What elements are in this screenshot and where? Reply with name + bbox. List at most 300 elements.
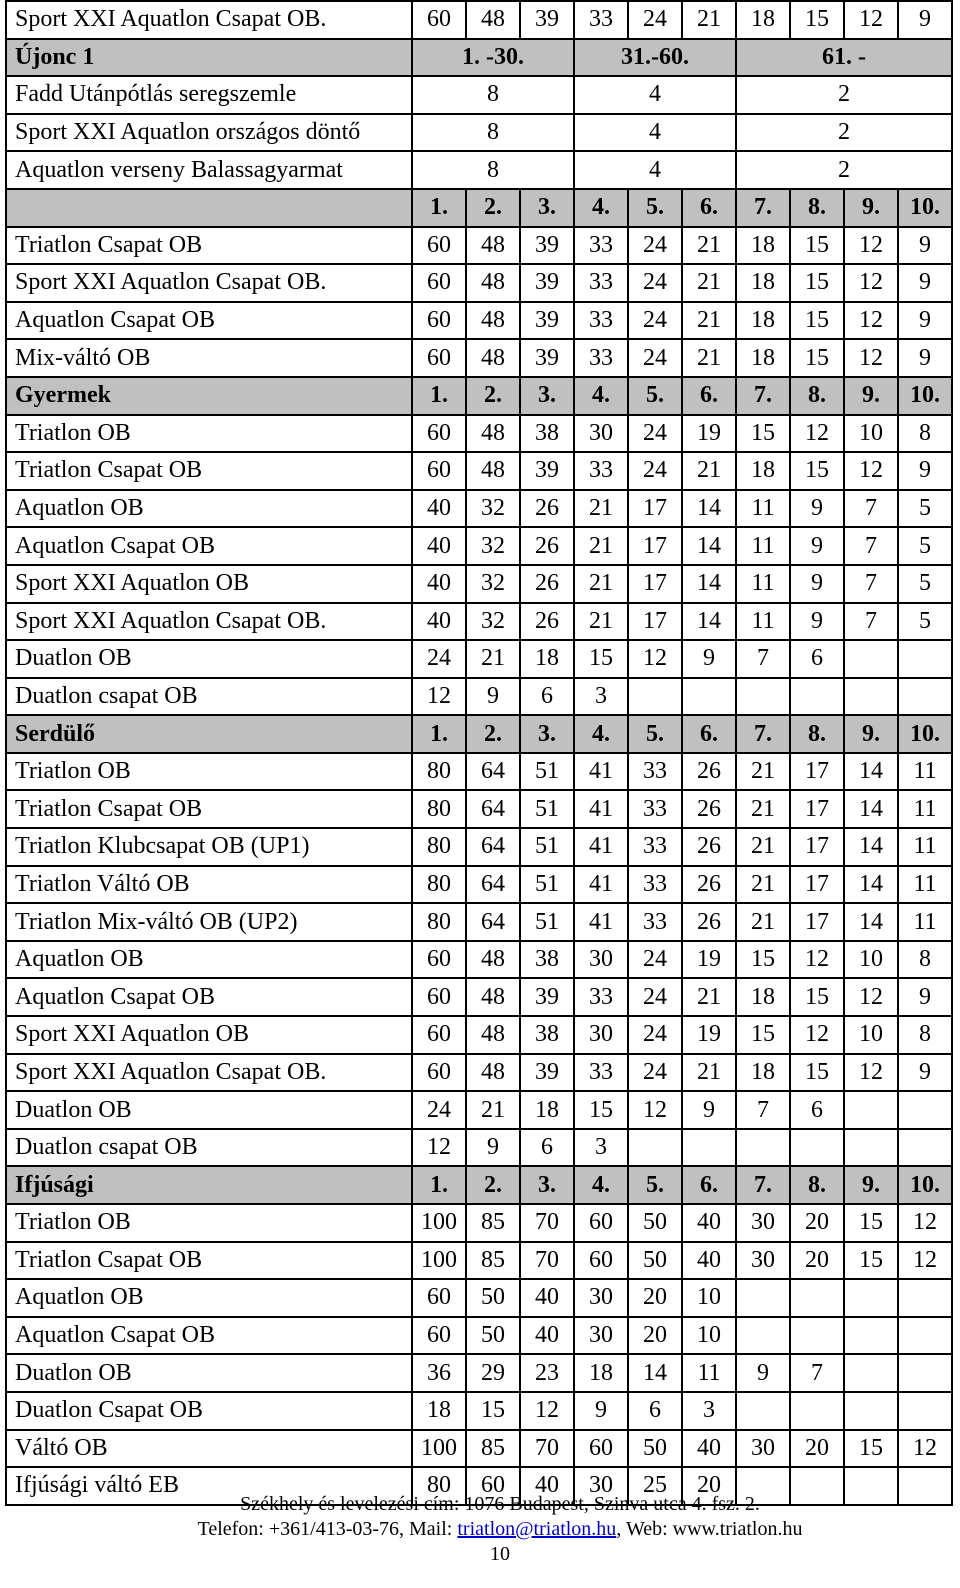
table-row [6,1054,952,1092]
points-cell [844,1354,898,1392]
points-cell: 100 [412,1242,466,1280]
points-cell: 4 [574,151,736,189]
points-cell: 33 [628,866,682,904]
points-cell: 9 [790,490,844,528]
rank-range-header: 61. - [736,39,952,77]
points-cell [790,1129,844,1167]
rank-header-cell: 6. [682,1166,736,1204]
table-row [6,1392,952,1430]
points-cell: 26 [682,866,736,904]
points-cell: 33 [574,978,628,1016]
points-cell [736,678,790,716]
points-cell: 48 [466,1016,520,1054]
points-cell: 19 [682,415,736,453]
points-cell: 33 [628,903,682,941]
points-cell: 33 [574,452,628,490]
points-cell: 15 [790,264,844,302]
points-cell: 41 [574,753,628,791]
points-cell: 11 [736,490,790,528]
points-cell: 12 [844,302,898,340]
points-cell: 3 [574,1129,628,1167]
points-cell [898,1279,952,1317]
document [5,0,953,1506]
points-cell: 7 [736,1091,790,1129]
points-cell: 100 [412,1430,466,1468]
points-cell: 18 [520,1091,574,1129]
points-cell: 9 [466,678,520,716]
points-cell: 26 [682,790,736,828]
points-cell [844,678,898,716]
points-cell: 33 [574,227,628,265]
points-cell: 6 [520,678,574,716]
footer-web: , Web: www.triatlon.hu [616,1518,803,1540]
points-cell: 26 [682,903,736,941]
table-row [6,1016,952,1054]
points-cell: 40 [412,490,466,528]
rank-header-cell: 5. [628,377,682,415]
points-cell: 51 [520,866,574,904]
section-header-row [6,715,952,753]
points-cell: 21 [736,903,790,941]
event-name: Váltó OB [6,1430,412,1468]
points-cell: 7 [844,490,898,528]
points-cell: 30 [574,941,628,979]
points-cell: 9 [574,1392,628,1430]
points-cell: 24 [628,1,682,39]
points-cell: 60 [574,1242,628,1280]
points-cell: 7 [844,565,898,603]
section-title: Újonc 1 [6,39,412,77]
points-cell: 100 [412,1204,466,1242]
points-cell: 33 [574,1,628,39]
points-cell: 80 [412,1467,466,1505]
points-cell: 3 [682,1392,736,1430]
points-cell: 6 [628,1392,682,1430]
points-cell: 21 [574,527,628,565]
points-cell: 48 [466,1054,520,1092]
points-cell: 21 [682,452,736,490]
points-cell: 18 [736,1,790,39]
points-cell: 17 [790,866,844,904]
points-cell: 10 [682,1317,736,1355]
footer-address: Székhely és levelezési cím: 1076 Budapest, Szinva utca 4. fsz. 2. [240,1493,760,1515]
points-cell [682,678,736,716]
points-cell: 23 [520,1354,574,1392]
points-cell [898,1091,952,1129]
table-row [6,76,952,114]
table-row [6,227,952,265]
points-cell [790,1392,844,1430]
points-cell: 64 [466,828,520,866]
rank-header-cell: 7. [736,1166,790,1204]
points-cell: 60 [412,264,466,302]
points-cell: 15 [790,1054,844,1092]
points-cell: 19 [682,1016,736,1054]
points-cell: 51 [520,790,574,828]
points-cell: 9 [682,1091,736,1129]
event-name: Aquatlon OB [6,1279,412,1317]
table-row [6,753,952,791]
rank-header-cell: 9. [844,715,898,753]
section-header-row [6,39,952,77]
event-name: Triatlon Csapat OB [6,1242,412,1280]
points-cell: 21 [574,603,628,641]
points-cell: 14 [844,903,898,941]
points-cell: 60 [412,1317,466,1355]
table-row [6,790,952,828]
event-name: Duatlon OB [6,1354,412,1392]
section-title [6,189,412,227]
points-cell: 8 [898,1016,952,1054]
points-cell [682,1129,736,1167]
points-cell: 24 [412,1091,466,1129]
points-cell: 17 [628,527,682,565]
points-cell: 21 [736,753,790,791]
points-cell: 9 [898,1054,952,1092]
points-cell: 80 [412,753,466,791]
event-name: Sport XXI Aquatlon Csapat OB. [6,264,412,302]
points-cell: 17 [790,903,844,941]
rank-header-cell: 7. [736,189,790,227]
rank-header-cell: 2. [466,189,520,227]
points-cell: 21 [466,1091,520,1129]
points-cell: 24 [628,941,682,979]
points-cell: 12 [412,678,466,716]
points-cell: 17 [628,490,682,528]
points-cell: 48 [466,978,520,1016]
points-cell: 15 [466,1392,520,1430]
points-cell: 10 [844,415,898,453]
points-cell: 21 [682,339,736,377]
points-cell: 9 [682,640,736,678]
points-cell: 12 [844,1,898,39]
event-name: Aquatlon Csapat OB [6,1317,412,1355]
points-cell: 48 [466,452,520,490]
points-cell: 39 [520,264,574,302]
points-cell: 50 [628,1242,682,1280]
points-cell: 17 [628,603,682,641]
points-cell: 9 [790,603,844,641]
table-row [6,1242,952,1280]
points-cell: 15 [844,1430,898,1468]
points-cell: 50 [628,1430,682,1468]
points-cell [628,678,682,716]
points-cell: 9 [898,1,952,39]
points-cell: 39 [520,1054,574,1092]
rank-header-cell: 8. [790,377,844,415]
rank-header-cell: 10. [898,715,952,753]
points-cell: 30 [736,1430,790,1468]
points-cell: 14 [682,527,736,565]
event-name: Ifjúsági váltó EB [6,1467,412,1505]
points-cell [898,1317,952,1355]
points-cell: 26 [682,753,736,791]
footer-mail-link[interactable]: triatlon@triatlon.hu [457,1518,617,1540]
points-cell: 5 [898,527,952,565]
points-cell: 12 [520,1392,574,1430]
table-row [6,264,952,302]
table-row [6,1354,952,1392]
rank-header-cell: 2. [466,715,520,753]
points-cell: 26 [520,527,574,565]
points-cell: 6 [790,640,844,678]
points-cell: 40 [520,1317,574,1355]
points-cell: 33 [628,753,682,791]
points-cell: 48 [466,227,520,265]
points-cell: 11 [736,603,790,641]
points-cell: 7 [736,640,790,678]
points-cell: 17 [790,753,844,791]
points-cell [898,640,952,678]
points-cell: 9 [466,1129,520,1167]
points-cell: 48 [466,264,520,302]
section-title: Serdülő [6,715,412,753]
points-cell: 30 [574,1467,628,1505]
points-cell: 21 [682,1054,736,1092]
table-row [6,1430,952,1468]
points-cell: 38 [520,1016,574,1054]
points-cell: 5 [898,565,952,603]
points-cell: 80 [412,828,466,866]
points-cell [736,1392,790,1430]
points-cell: 21 [682,264,736,302]
rank-header-cell: 1. [412,377,466,415]
section-header-row [6,377,952,415]
points-cell: 15 [736,415,790,453]
points-cell: 2 [736,76,952,114]
points-cell: 9 [790,565,844,603]
points-cell: 15 [844,1242,898,1280]
points-cell: 9 [736,1354,790,1392]
points-cell: 7 [790,1354,844,1392]
points-cell: 32 [466,490,520,528]
rank-header-cell: 10. [898,377,952,415]
points-cell: 21 [466,640,520,678]
rank-header-cell: 8. [790,715,844,753]
points-cell: 14 [682,603,736,641]
rank-header-cell: 9. [844,377,898,415]
points-cell: 50 [466,1317,520,1355]
section-title: Gyermek [6,377,412,415]
points-cell: 12 [790,415,844,453]
points-cell: 60 [412,941,466,979]
points-cell: 21 [736,866,790,904]
points-cell: 20 [790,1242,844,1280]
page-footer [0,1492,960,1567]
points-cell: 17 [628,565,682,603]
points-cell: 3 [574,678,628,716]
points-cell: 15 [736,1016,790,1054]
points-cell: 10 [682,1279,736,1317]
points-cell: 8 [412,114,574,152]
table-row [6,603,952,641]
table-row [6,527,952,565]
points-cell: 11 [898,903,952,941]
points-table [5,0,953,1506]
points-cell: 9 [898,302,952,340]
points-cell: 60 [412,452,466,490]
rank-header-cell: 8. [790,1166,844,1204]
points-cell: 21 [682,227,736,265]
points-cell: 12 [898,1430,952,1468]
rank-header-cell: 7. [736,377,790,415]
points-cell: 60 [412,1,466,39]
points-cell: 8 [898,415,952,453]
points-cell: 15 [790,227,844,265]
points-cell: 70 [520,1242,574,1280]
points-cell [844,1129,898,1167]
rank-header-cell: 9. [844,1166,898,1204]
points-cell: 10 [844,941,898,979]
points-cell: 14 [628,1354,682,1392]
points-cell: 2 [736,114,952,152]
event-name: Sport XXI Aquatlon OB [6,565,412,603]
table-row [6,1204,952,1242]
event-name: Triatlon Csapat OB [6,452,412,490]
event-name: Duatlon Csapat OB [6,1392,412,1430]
points-cell: 39 [520,302,574,340]
points-cell: 9 [790,527,844,565]
points-cell: 40 [682,1204,736,1242]
points-cell: 12 [844,978,898,1016]
points-cell: 36 [412,1354,466,1392]
table-row [6,565,952,603]
event-name: Sport XXI Aquatlon Csapat OB. [6,603,412,641]
points-cell: 60 [412,1054,466,1092]
points-cell: 7 [844,603,898,641]
points-cell: 8 [412,76,574,114]
page-number: 10 [490,1543,510,1565]
table-row [6,678,952,716]
points-cell: 20 [790,1204,844,1242]
event-name: Triatlon Mix-váltó OB (UP2) [6,903,412,941]
points-cell [736,1129,790,1167]
points-cell: 18 [520,640,574,678]
points-cell: 33 [574,1054,628,1092]
points-cell: 9 [898,264,952,302]
points-cell [844,1091,898,1129]
points-cell: 9 [898,339,952,377]
points-cell [628,1129,682,1167]
points-cell: 64 [466,866,520,904]
points-cell: 33 [628,828,682,866]
table-row [6,302,952,340]
event-name: Duatlon OB [6,640,412,678]
table-row [6,490,952,528]
rank-header-cell: 5. [628,189,682,227]
points-cell: 39 [520,452,574,490]
points-cell: 15 [574,1091,628,1129]
points-cell: 15 [790,302,844,340]
event-name: Sport XXI Aquatlon Csapat OB. [6,1054,412,1092]
points-cell [898,1392,952,1430]
rank-header-cell: 8. [790,189,844,227]
points-cell: 12 [844,339,898,377]
points-cell: 14 [682,565,736,603]
points-cell: 33 [574,339,628,377]
points-cell: 38 [520,941,574,979]
points-cell: 9 [898,452,952,490]
rank-header-cell: 6. [682,715,736,753]
points-cell [898,1129,952,1167]
points-cell: 21 [682,1,736,39]
points-cell: 51 [520,753,574,791]
points-cell: 60 [412,1016,466,1054]
points-cell: 15 [736,941,790,979]
points-cell [790,1317,844,1355]
points-cell [790,1279,844,1317]
points-cell: 18 [736,978,790,1016]
points-cell: 26 [520,565,574,603]
event-name: Aquatlon verseny Balassagyarmat [6,151,412,189]
points-cell: 39 [520,1,574,39]
points-cell: 6 [520,1129,574,1167]
points-cell: 30 [574,1317,628,1355]
table-row [6,151,952,189]
event-name: Aquatlon Csapat OB [6,978,412,1016]
table-row [6,1129,952,1167]
points-cell: 85 [466,1242,520,1280]
footer-phone: Telefon: +361/413-03-76, Mail: [197,1518,458,1540]
rank-range-header: 1. -30. [412,39,574,77]
points-cell: 12 [628,640,682,678]
points-cell: 12 [790,1016,844,1054]
points-cell: 41 [574,866,628,904]
table-row [6,114,952,152]
points-cell: 32 [466,603,520,641]
points-cell: 8 [898,941,952,979]
points-cell: 15 [790,978,844,1016]
points-cell: 4 [574,114,736,152]
points-cell: 15 [844,1204,898,1242]
points-cell: 21 [736,828,790,866]
points-cell: 17 [790,790,844,828]
points-cell: 11 [898,866,952,904]
rank-header-cell: 9. [844,189,898,227]
points-cell: 39 [520,339,574,377]
points-cell: 12 [412,1129,466,1167]
points-cell: 15 [574,640,628,678]
points-cell: 18 [736,302,790,340]
rank-header-cell: 6. [682,377,736,415]
points-cell: 24 [628,415,682,453]
points-cell: 14 [844,753,898,791]
points-cell: 32 [466,565,520,603]
points-cell: 48 [466,302,520,340]
event-name: Triatlon Csapat OB [6,227,412,265]
points-cell: 60 [412,339,466,377]
points-cell: 18 [736,1054,790,1092]
points-cell: 60 [466,1467,520,1505]
points-cell [790,678,844,716]
table-row [6,828,952,866]
points-cell: 20 [790,1430,844,1468]
points-cell: 29 [466,1354,520,1392]
rank-header-cell: 6. [682,189,736,227]
points-cell: 26 [682,828,736,866]
table-row [6,866,952,904]
points-cell: 24 [628,302,682,340]
points-cell: 30 [736,1204,790,1242]
points-cell: 12 [844,227,898,265]
points-cell: 20 [628,1279,682,1317]
rank-header-cell: 1. [412,1166,466,1204]
table-row [6,978,952,1016]
points-cell: 38 [520,415,574,453]
table-row [6,640,952,678]
table-row [6,452,952,490]
event-name: Sport XXI Aquatlon országos döntő [6,114,412,152]
